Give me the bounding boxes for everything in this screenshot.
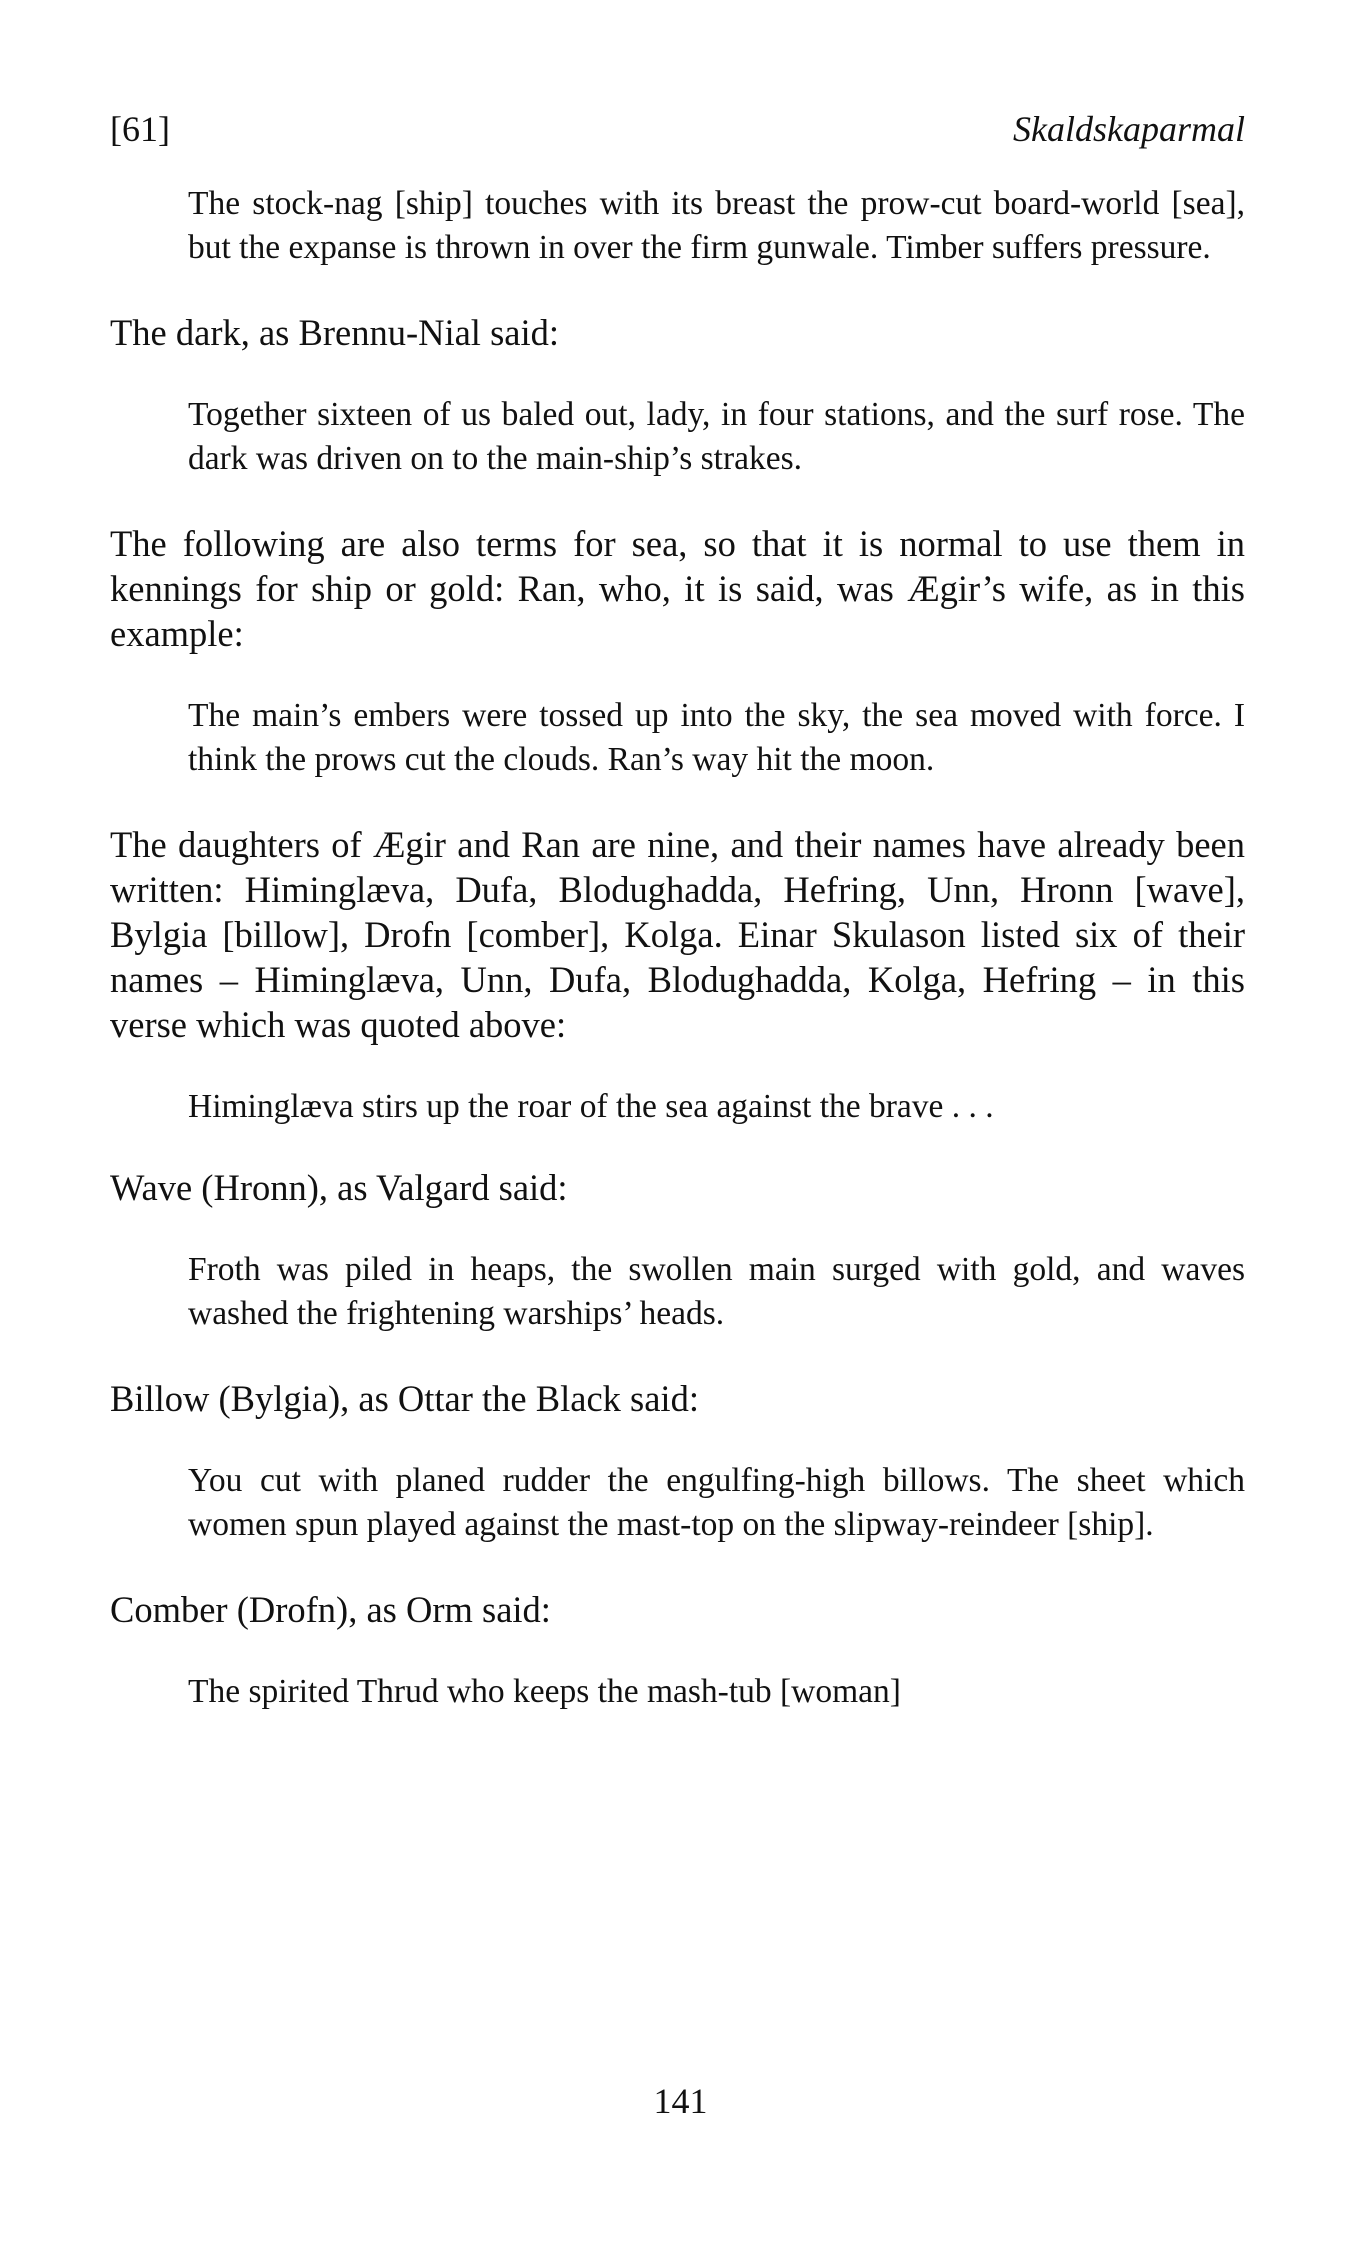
verse-quotation: The stock-nag [ship] touches with its breast the prow-cut board-world [sea], but the expanse is thrown in over the firm gunwale. Timber suffers pressure. <box>188 185 1245 266</box>
verse-quotation: Froth was piled in heaps, the swollen main surged with gold, and waves washed the frightening warships’ heads. <box>188 1251 1245 1332</box>
running-head <box>110 108 1245 158</box>
verse-quotation: You cut with planed rudder the engulfing-high billows. The sheet which women spun played against the mast-top on the slipway-reindeer [ship]. <box>188 1462 1245 1543</box>
prose-paragraph: The daughters of Ægir and Ran are nine, and their names have already been written: Himinglæva, Dufa, Blodughadda, Hefring, Unn, Hronn [wave], Bylgia [billow], Drofn [comber], Kolga. Einar Skulason listed six of their names – Himinglæva, Unn, Dufa, Blodughadda, Kolga, Hefring – in this verse which was quoted above: <box>110 824 1245 1045</box>
verse-quotation: The spirited Thrud who keeps the mash-tub [woman] <box>188 1673 901 1710</box>
verse-quotation: Himinglæva stirs up the roar of the sea against the brave . . . <box>188 1088 994 1125</box>
prose-paragraph: Comber (Drofn), as Orm said: <box>110 1589 551 1630</box>
body-text <box>110 182 1245 1714</box>
verse-quotation: The main’s embers were tossed up into the sky, the sea moved with force. I think the prows cut the clouds. Ran’s way hit the moon. <box>188 697 1245 778</box>
prose-paragraph: Billow (Bylgia), as Ottar the Black said: <box>110 1378 699 1419</box>
page-number: 141 <box>653 2081 708 2121</box>
prose-paragraph: Wave (Hronn), as Valgard said: <box>110 1167 568 1208</box>
section-title: Skaldskaparmal <box>1013 109 1245 149</box>
verse-quotation: Together sixteen of us baled out, lady, in four stations, and the surf rose. The dark was driven on to the main-ship’s strakes. <box>188 396 1245 477</box>
prose-paragraph: The following are also terms for sea, so that it is normal to use them in kennings for ship or gold: Ran, who, it is said, was Ægir’s wife, as in this example: <box>110 523 1245 654</box>
prose-paragraph: The dark, as Brennu-Nial said: <box>110 312 560 353</box>
page-reference: [61] <box>110 109 170 149</box>
